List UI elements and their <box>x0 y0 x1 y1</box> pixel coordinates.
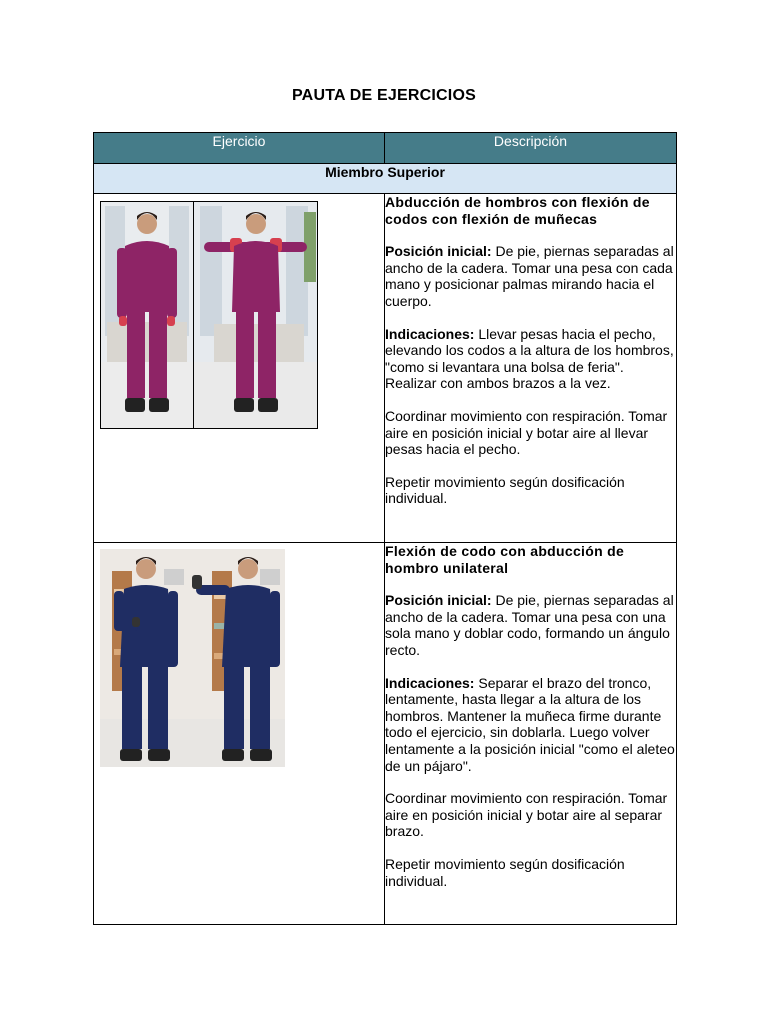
table-row <box>94 194 677 543</box>
exercise-photo-start <box>100 549 190 767</box>
indications <box>385 326 676 392</box>
breathing-text: Coordinar movimiento con respiración. Tomar aire en posición inicial y botar aire al llevar pesas hacia el pecho. <box>385 407 668 458</box>
exercise-table <box>93 132 677 925</box>
initial-position <box>385 243 676 309</box>
table-row <box>94 543 677 925</box>
exercise-description <box>385 543 677 925</box>
exercise-photos <box>94 194 385 543</box>
indications <box>385 675 676 775</box>
header-exercise: Ejercicio <box>94 133 385 164</box>
exercise-photo-start <box>100 201 194 429</box>
section-title: Miembro Superior <box>94 164 677 194</box>
indications-text: Separar el brazo del tronco, lentamente, hasta llegar a la altura de los hombros. Mantener la muñeca firme durante todo el ejercicio, sin doblarla. Luego volver lentamente a la posición inicial "como el aleteo de un pájaro". <box>385 674 675 774</box>
initial-position-text: De pie, piernas separadas al ancho de la cadera. Tomar una pesa con una sola mano y doblar codo, formando un ángulo recto. <box>385 592 674 658</box>
exercise-title: Flexión de codo con abducción de hombro unilateral <box>385 543 625 576</box>
initial-position-label: Posición inicial: <box>385 592 492 609</box>
initial-position <box>385 592 676 658</box>
table-header-row <box>94 133 677 164</box>
section-row <box>94 164 677 194</box>
indications-text: Llevar pesas hacia el pecho, elevando los codos a la altura de los hombros, "como si levantara una bolsa de feria". Realizar con ambos brazos a la vez. <box>385 325 674 392</box>
exercise-photos <box>94 543 385 925</box>
initial-position-label: Posición inicial: <box>385 243 492 260</box>
repeat-text: Repetir movimiento según dosificación individual. <box>385 473 625 507</box>
initial-position-text: De pie, piernas separadas al ancho de la cadera. Tomar una pesa con cada mano y posicionar palmas mirando hacia el cuerpo. <box>385 243 674 309</box>
exercise-description <box>385 194 677 543</box>
exercise-photo-end <box>194 201 318 429</box>
exercise-photo-end <box>190 549 285 767</box>
indications-label: Indicaciones: <box>385 325 475 342</box>
header-description: Descripción <box>385 133 677 164</box>
page-title: PAUTA DE EJERCICIOS <box>292 87 476 104</box>
indications-label: Indicaciones: <box>385 674 475 691</box>
repeat-text: Repetir movimiento según dosificación individual. <box>385 855 625 889</box>
exercise-title: Abducción de hombros con flexión de codos con flexión de muñecas <box>385 194 650 227</box>
breathing-text: Coordinar movimiento con respiración. Tomar aire en posición inicial y botar aire al separar brazo. <box>385 790 668 840</box>
